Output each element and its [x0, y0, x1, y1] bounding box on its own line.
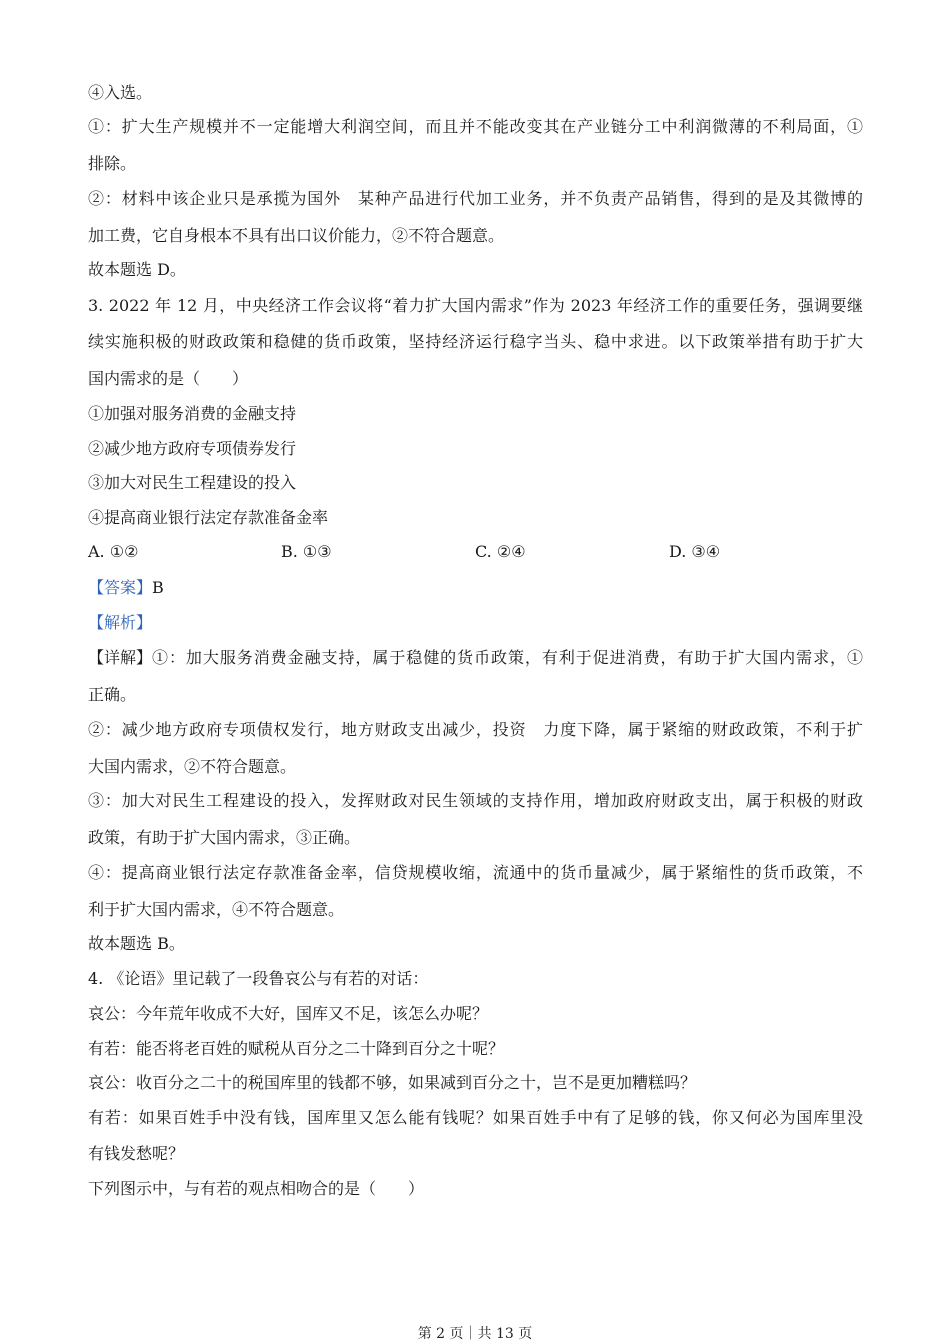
- detail-text: ①：加大服务消费金融支持，属于稳健的货币政策，有利于促进消费，有助于扩大国内需求，①: [152, 648, 863, 667]
- detail-tag: 【详解】: [88, 648, 153, 667]
- question-4-prompt: 下列图示中，与有若的观点相吻合的是（ ）: [88, 1179, 425, 1198]
- text-line: ②：材料中该企业只是承揽为国外 某种产品进行代加工业务，并不负责产品销售，得到的是及其微博的: [88, 189, 863, 208]
- text-line: 正确。: [88, 685, 137, 704]
- detail-line: [88, 647, 863, 669]
- answer-tag: 【答案】: [88, 578, 153, 597]
- text-line: 大国内需求，②不符合题意。: [88, 757, 297, 776]
- analysis-tag: 【解析】: [88, 613, 153, 632]
- text-line: 故本题选 D。: [88, 260, 186, 279]
- text-line: ①：扩大生产规模并不一定能增大利润空间，而且并不能改变其在产业链分工中利润微薄的不利局面，①: [88, 117, 863, 136]
- question-4-stem: 4. 《论语》里记载了一段鲁哀公与有若的对话：: [88, 969, 429, 988]
- text-line: ③：加大对民生工程建设的投入，发挥财政对民生领域的支持作用，增加政府财政支出，属于积极的财政: [88, 791, 863, 810]
- option-d: D. ③④: [669, 542, 721, 561]
- statement-4: ④提高商业银行法定存款准备金率: [88, 508, 329, 527]
- dialogue-line: 哀公：今年荒年收成不大好，国库又不足，该怎么办呢？: [88, 1004, 489, 1023]
- dialogue-line: 哀公：收百分之二十的税国库里的钱都不够，如果减到百分之十，岂不是更加糟糕吗？: [88, 1073, 697, 1092]
- text-line: ④入选。: [88, 83, 153, 102]
- statement-3: ③加大对民生工程建设的投入: [88, 473, 297, 492]
- text-line: ②：减少地方政府专项债权发行，地方财政支出减少，投资 力度下降，属于紧缩的财政政策，不利于扩: [88, 720, 863, 739]
- text-line: 排除。: [88, 154, 137, 173]
- text-line: 故本题选 B。: [88, 934, 185, 953]
- statement-1: ①加强对服务消费的金融支持: [88, 404, 297, 423]
- text-line: 政策，有助于扩大国内需求，③正确。: [88, 828, 361, 847]
- question-3-stem: 3. 2022 年 12 月，中央经济工作会议将“着力扩大国内需求”作为 2023 年经济工作的重要任务，强调要继: [88, 296, 863, 315]
- question-3-stem: 国内需求的是（ ）: [88, 369, 249, 388]
- dialogue-line: 有若：能否将老百姓的赋税从百分之二十降到百分之十呢？: [88, 1039, 505, 1058]
- answer-value: B: [152, 578, 164, 597]
- analysis-line: [88, 612, 863, 634]
- question-3-stem: 续实施积极的财政政策和稳健的货币政策，坚持经济运行稳字当头、稳中求进。以下政策举措有助于扩大: [88, 332, 863, 351]
- text-line: 利于扩大国内需求，④不符合题意。: [88, 900, 345, 919]
- option-c: C. ②④: [475, 542, 526, 561]
- dialogue-line: 有钱发愁呢？: [88, 1144, 185, 1163]
- answer-line: [88, 577, 863, 599]
- option-b: B. ①③: [281, 542, 332, 561]
- statement-2: ②减少地方政府专项债券发行: [88, 439, 297, 458]
- dialogue-line: 有若：如果百姓手中没有钱，国库里又怎么能有钱呢？如果百姓手中有了足够的钱，你又何必为国库里没: [88, 1108, 863, 1127]
- option-a: A. ①②: [88, 542, 139, 561]
- page-footer: 第 2 页｜共 13 页: [417, 1326, 533, 1342]
- text-line: ④：提高商业银行法定存款准备金率，信贷规模收缩，流通中的货币量减少，属于紧缩性的货币政策，不: [88, 863, 863, 882]
- text-line: 加工费，它自身根本不具有出口议价能力，②不符合题意。: [88, 226, 505, 245]
